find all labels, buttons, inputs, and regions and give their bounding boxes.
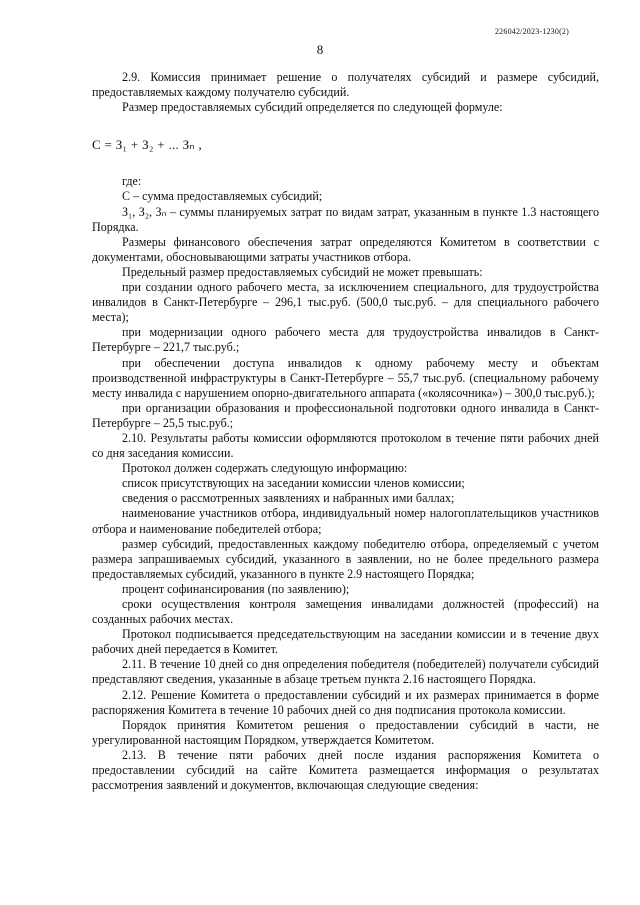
document-body bbox=[92, 70, 599, 793]
formula: С = З₁ + З₂ + ... Зₙ , bbox=[92, 137, 203, 153]
paragraph-2-11: 2.11. В течение 10 дней со дня определения победителя (победителей) получатели субсидий представляют сведения, указанные в абзаце третьем пункта 2.16 настоящего Порядка. bbox=[92, 657, 599, 687]
page-number: 8 bbox=[316, 42, 324, 57]
protocol-item-cofinancing: процент софинансирования (по заявлению); bbox=[122, 581, 350, 596]
protocol-item-participants: наименование участников отбора, индивидуальный номер налогоплательщиков участников отбора и наименование победителей отбора; bbox=[92, 506, 599, 536]
limit-access: при обеспечении доступа инвалидов к одному рабочему месту и объектам производственной инфраструктуры в Санкт-Петербурге – 55,7 тыс.руб. (специальному рабочему месту инвалида с нарушением опорно-двигательного аппарата («колясочника») – 300,0 тыс.руб.); bbox=[92, 355, 599, 400]
paragraph-2-13: 2.13. В течение пяти рабочих дней после издания распоряжения Комитета о предоставлении субсидий на сайте Комитета размещается информация о результатах рассмотрения заявлений и документов, включающая следующие сведения: bbox=[92, 747, 599, 793]
formula-intro: Размер предоставляемых субсидий определяется по следующей формуле: bbox=[122, 100, 503, 115]
paragraph-limit-intro: Предельный размер предоставляемых субсидий не может превышать: bbox=[122, 264, 483, 279]
protocol-item-control-period: сроки осуществления контроля замещения инвалидами должностей (профессий) на созданных рабочих местах. bbox=[92, 597, 599, 627]
protocol-item-subsidy-size: размер субсидий, предоставленных каждому победителю отбора, определяемый с учетом размера запрашиваемых субсидий, указанного в заявлении, но не более предельного размера предоставляемых субсидий, указанного в пункте 2.9 настоящего Порядка; bbox=[92, 536, 599, 581]
definition-c: С – сумма предоставляемых субсидий; bbox=[122, 189, 323, 204]
where-label: где: bbox=[122, 174, 142, 189]
paragraph-2-12: 2.12. Решение Комитета о предоставлении субсидий и их размерах принимается в форме распоряжения Комитета в течение 10 рабочих дней со дня подписания протокола комиссии. bbox=[92, 687, 599, 717]
paragraph-2-10: 2.10. Результаты работы комиссии оформляются протоколом в течение пяти рабочих дней со дня заседания комиссии. bbox=[92, 430, 599, 461]
limit-education: при организации образования и профессиональной подготовки одного инвалида в Санкт-Петербурге – 25,5 тыс.руб.; bbox=[92, 400, 599, 430]
protocol-item-applications: сведения о рассмотренных заявлениях и набранных ими баллах; bbox=[122, 491, 455, 506]
protocol-item-attendees: список присутствующих на заседании комиссии членов комиссии; bbox=[122, 476, 465, 491]
definition-z: З₁, З₂, Зₙ – суммы планируемых затрат по видам затрат, указанным в пункте 1.3 настоящего Порядка. bbox=[92, 204, 599, 234]
limit-modernization: при модернизации одного рабочего места для трудоустройства инвалидов в Санкт-Петербурге – 221,7 тыс.руб.; bbox=[92, 325, 599, 355]
paragraph-decision-procedure: Порядок принятия Комитетом решения о предоставлении субсидий в части, не урегулированной настоящим Порядком, утверждается Комитетом. bbox=[92, 717, 599, 747]
protocol-signing: Протокол подписывается председательствующим на заседании комиссии и в течение двух рабочих дней передается в Комитет. bbox=[92, 627, 599, 657]
paragraph-2-9: 2.9. Комиссия принимает решение о получателях субсидий и размере субсидий, предоставляемых каждому получателю субсидий. bbox=[92, 70, 599, 100]
paragraph-financing: Размеры финансового обеспечения затрат определяются Комитетом в соответствии с документами, обосновывающими затраты участников отбора. bbox=[92, 234, 599, 264]
protocol-contents-intro: Протокол должен содержать следующую информацию: bbox=[122, 461, 408, 476]
document-id: 226042/2023-1230(2) bbox=[494, 27, 569, 36]
limit-creation: при создании одного рабочего места, за исключением специального, для трудоустройства инвалидов в Санкт-Петербурге – 296,1 тыс.руб. (500,0 тыс.руб. – для специального рабочего места); bbox=[92, 280, 599, 325]
